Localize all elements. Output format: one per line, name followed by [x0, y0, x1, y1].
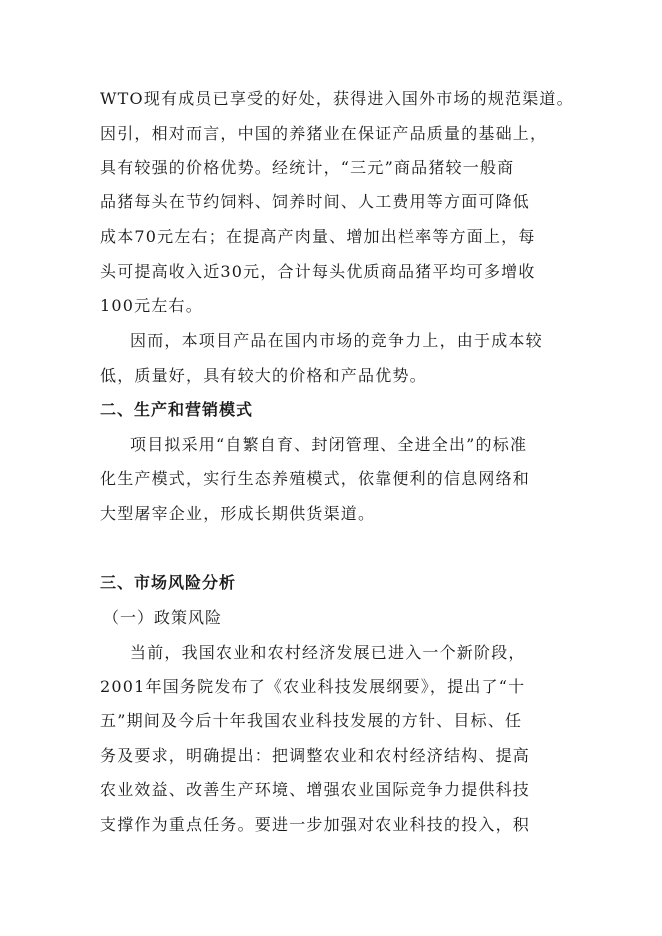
paragraph-line: 项目拟采用“自繁自育、封闭管理、全进全出”的标准: [130, 435, 528, 454]
paragraph-line: 务及要求，明确提出：把调整农业和农村经济结构、提高: [100, 746, 531, 765]
paragraph-line: 具有较强的价格优势。经统计，“三元”商品猪较一般商: [100, 158, 515, 177]
paragraph-line: 成本70元左右；在提高产肉量、增加出栏率等方面上，每: [100, 227, 536, 246]
paragraph-line: 低，质量好，具有较大的价格和产品优势。: [100, 366, 427, 385]
paragraph-line: 100元左右。: [100, 296, 203, 315]
paragraph-line: 因而，本项目产品在国内市场的竞争力上，由于成本较: [130, 331, 543, 350]
paragraph-line: 因引，相对而言，中国的养猪业在保证产品质量的基础上，: [100, 124, 548, 143]
paragraph-line: 农业效益、改善生产环境、增强农业国际竞争力提供科技: [100, 780, 531, 799]
paragraph-line: 支撑作为重点任务。要进一步加强对农业科技的投入，积: [100, 815, 531, 834]
subsection-heading: （一）政策风险: [103, 608, 223, 627]
paragraph-line: 品猪每头在节约饲料、饲养时间、人工费用等方面可降低: [100, 192, 531, 211]
section-heading: 二、生产和营销模式: [100, 400, 254, 419]
paragraph-line: 五”期间及今后十年我国农业科技发展的方针、目标、任: [100, 711, 523, 730]
paragraph-line: 化生产模式，实行生态养殖模式，依靠便利的信息网络和: [100, 469, 531, 488]
paragraph-line: 头可提高收入近30元，合计每头优质商品猪平均可多增收: [100, 262, 536, 281]
paragraph-line: 大型屠宰企业，形成长期供货渠道。: [100, 504, 376, 523]
section-heading: 三、市场风险分析: [100, 573, 237, 592]
paragraph-line: 当前，我国农业和农村经济发展已进入一个新阶段，: [130, 643, 526, 662]
paragraph-line: 2001年国务院发布了《农业科技发展纲要》，提出了“十: [100, 677, 526, 696]
paragraph-line: WTO现有成员已享受的好处，获得进入国外市场的规范渠道。: [100, 89, 574, 108]
